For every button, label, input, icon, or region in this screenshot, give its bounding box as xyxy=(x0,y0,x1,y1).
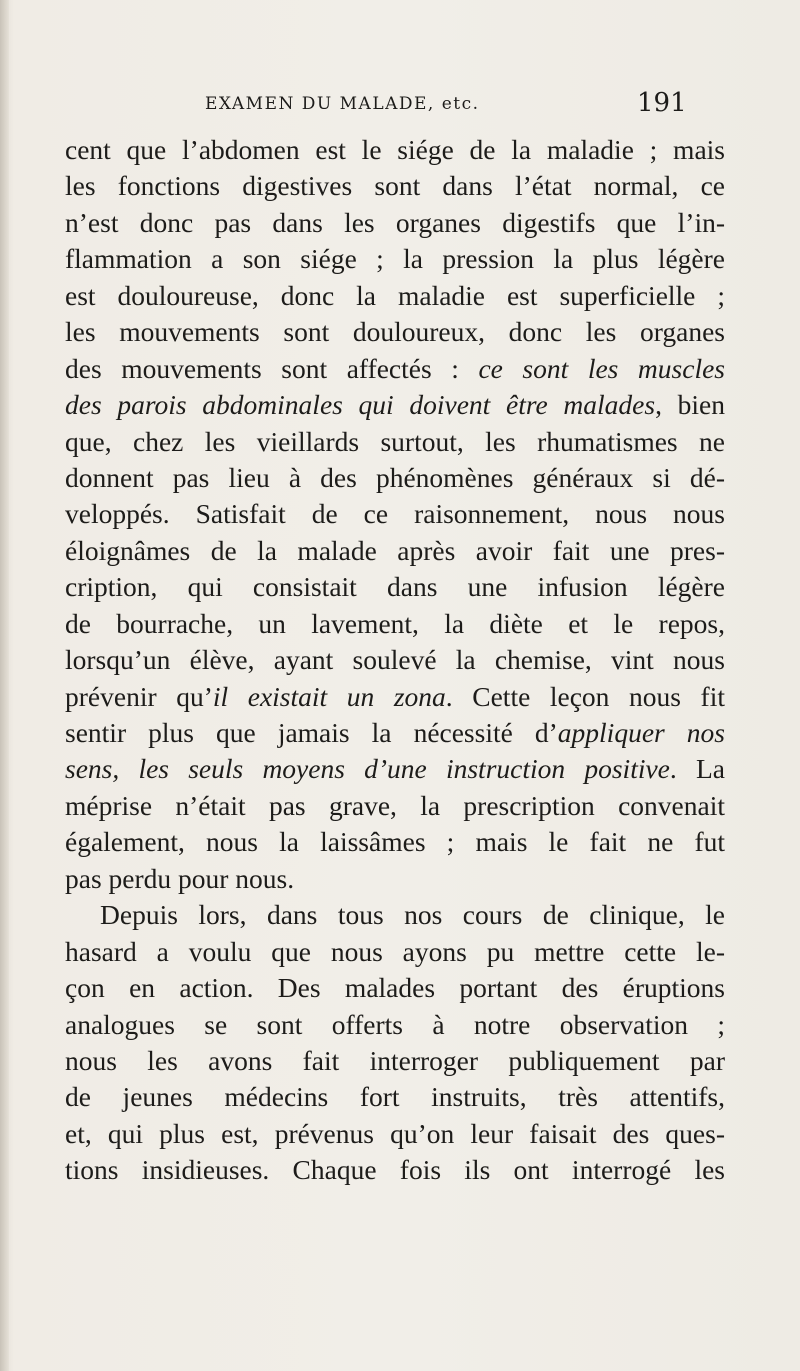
text-line xyxy=(65,424,725,460)
text-segment: de jeunes médecins fort instruits, très attentifs, xyxy=(65,1081,725,1113)
text-line xyxy=(65,715,725,751)
text-line xyxy=(65,1043,725,1079)
italic-text: il existait un zona xyxy=(212,680,446,712)
text-segment: Depuis lors, dans tous nos cours de clinique, le xyxy=(100,899,725,931)
text-segment: sentir plus que jamais la nécessité d’ xyxy=(65,717,558,748)
text-line xyxy=(65,606,725,642)
text-line xyxy=(65,314,725,350)
text-line xyxy=(65,824,725,860)
text-line xyxy=(65,496,725,532)
text-segment: n’est donc pas dans les organes digestifs que l’in- xyxy=(65,206,725,238)
italic-text: des parois abdominales qui doivent être malades xyxy=(65,389,656,421)
text-segment: çon en action. Des malades portant des éruptions xyxy=(65,972,725,1004)
text-line xyxy=(65,897,725,933)
text-segment: hasard a voulu que nous ayons pu mettre cette le- xyxy=(65,935,725,967)
text-segment: que, chez les vieillards surtout, les rhumatismes ne xyxy=(65,425,725,457)
text-line xyxy=(65,460,725,496)
text-segment: les mouvements sont douloureux, donc les organes xyxy=(65,316,725,348)
text-segment: de bourrache, un lavement, la diète et le repos, xyxy=(65,607,725,639)
page-header xyxy=(205,88,705,128)
text-line xyxy=(65,241,725,277)
text-segment: veloppés. Satisfait de ce raisonnement, nous nous xyxy=(65,498,725,530)
text-segment: des mouvements sont affectés : xyxy=(65,352,479,384)
text-line xyxy=(65,1152,725,1188)
text-segment: . La xyxy=(669,753,725,785)
text-line xyxy=(65,1116,725,1152)
text-line xyxy=(65,642,725,678)
text-segment: lorsqu’un élève, ayant soulevé la chemise, vint nous xyxy=(65,644,725,676)
text-segment: méprise n’était pas grave, la prescription convenait xyxy=(65,789,725,821)
page-number: 191 xyxy=(637,88,687,118)
text-segment: donnent pas lieu à des phénomènes généraux si dé- xyxy=(65,461,725,493)
text-segment: , bien xyxy=(655,389,725,421)
text-line xyxy=(65,387,725,423)
text-line xyxy=(65,970,725,1006)
body-text xyxy=(65,132,725,1189)
text-segment: les fonctions digestives sont dans l’état normal, ce xyxy=(65,170,725,202)
text-segment: cent que l’abdomen est le siége de la maladie ; mais xyxy=(65,134,725,165)
text-segment: analogues se sont offerts à notre observation ; xyxy=(65,1008,725,1040)
text-segment: est douloureuse, donc la maladie est superficielle ; xyxy=(65,279,725,311)
text-line xyxy=(65,861,725,897)
italic-text: appliquer nos xyxy=(557,717,725,748)
text-line xyxy=(65,788,725,824)
italic-text: ce sont les muscles xyxy=(478,352,725,384)
page-gutter xyxy=(0,0,9,1371)
text-line xyxy=(65,934,725,970)
text-line xyxy=(65,679,725,715)
text-segment: éloignâmes de la malade après avoir fait une pres- xyxy=(65,534,725,566)
text-line xyxy=(65,205,725,241)
text-segment: nous les avons fait interroger publiquement par xyxy=(65,1044,725,1076)
text-line xyxy=(65,569,725,605)
text-segment: cription, qui consistait dans une infusion légère xyxy=(65,571,725,603)
text-segment: prévenir qu’ xyxy=(65,680,213,712)
text-segment: flammation a son siége ; la pression la plus légère xyxy=(65,243,725,275)
text-line xyxy=(65,168,725,204)
text-line xyxy=(65,351,725,387)
text-segment: pas perdu pour nous. xyxy=(65,862,295,894)
text-segment: également, nous la laissâmes ; mais le fait ne fut xyxy=(65,826,725,858)
text-segment: et, qui plus est, prévenus qu’on leur faisait des ques- xyxy=(65,1117,725,1149)
text-line xyxy=(65,132,725,168)
text-segment: . Cette leçon nous fit xyxy=(445,680,725,712)
text-line xyxy=(65,278,725,314)
text-line xyxy=(65,1079,725,1115)
text-line xyxy=(65,751,725,787)
italic-text: sens, les seuls moyens d’une instruction positive xyxy=(65,753,670,785)
text-segment: tions insidieuses. Chaque fois ils ont interrogé les xyxy=(65,1154,725,1186)
running-head: EXAMEN DU MALADE, etc. xyxy=(205,94,480,114)
text-line xyxy=(65,533,725,569)
text-line xyxy=(65,1007,725,1043)
